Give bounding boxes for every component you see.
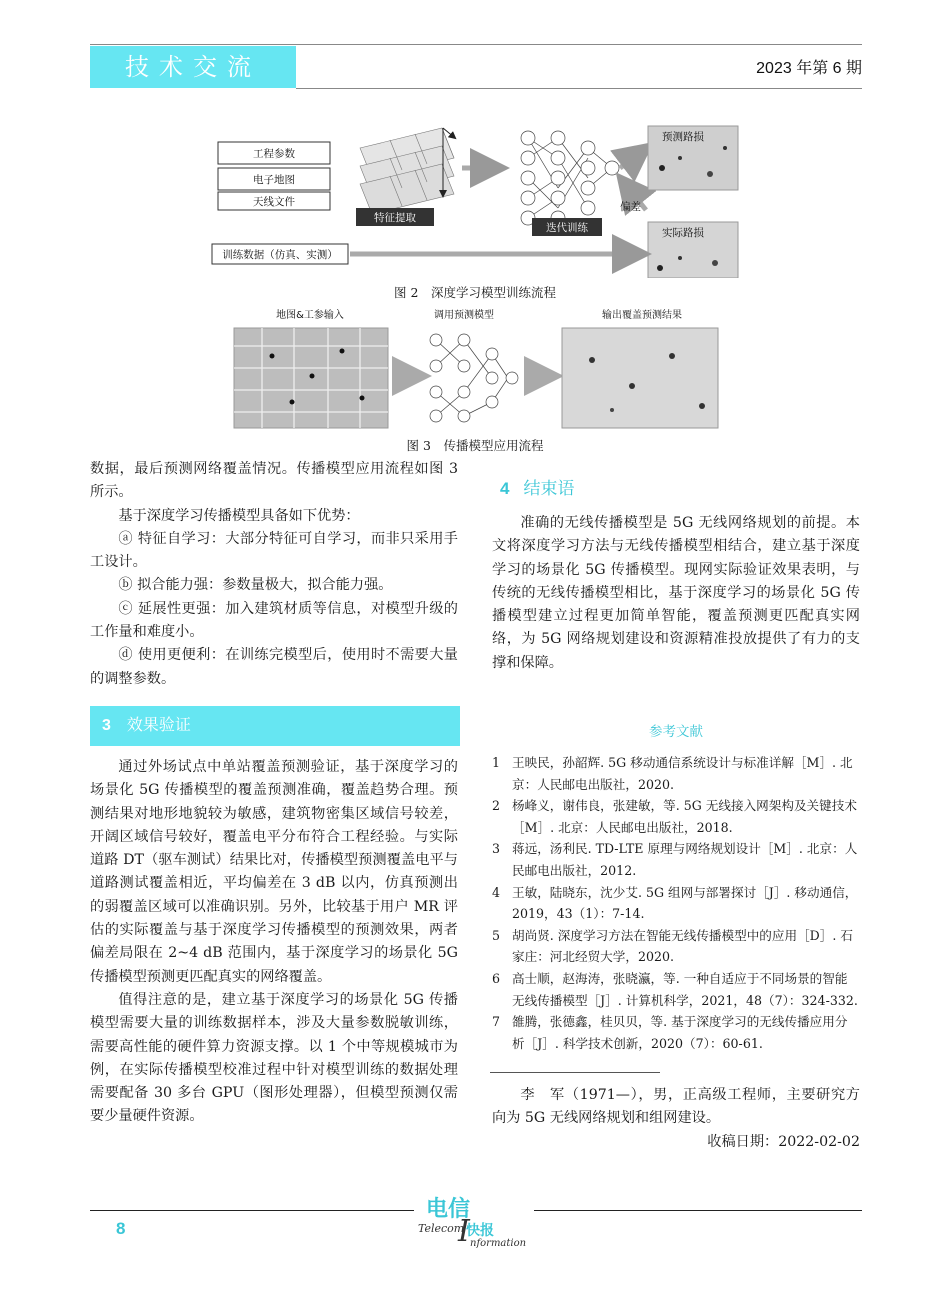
journal-logo bbox=[414, 1192, 534, 1252]
section-4-number: 4 bbox=[500, 479, 510, 498]
bias-label: 偏差 bbox=[620, 201, 641, 213]
section-4-title: 结束语 bbox=[523, 479, 575, 498]
paragraph: 通过外场试点中单站覆盖预测验证，基于深度学习的场景化 5G 传播模型的覆盖预测准确，覆盖趋势合理。预测结果对地形地貌较为敏感，建筑物密集区域信号较差，开阔区域信号较好，覆盖电平分布符合工程经验。与实际道路 DT（驱车测试）结果比对，传播模型预测覆盖电平与道路测试覆盖相近，平均偏差在 3 dB 以内，仿真预测出的弱覆盖区域可以准确识别。另外，比较基于用户 MR 评估的实际覆盖与基于深度学习传播模型的预测效果，两者偏差局限在 2~4 dB 范围内，基于深度学习的场景化 5G 传播模型预测更匹配真实的网络覆盖。 bbox=[90, 759, 458, 985]
reference-item bbox=[492, 882, 860, 925]
logo-en-1: Telecom bbox=[418, 1222, 465, 1235]
predicted-label: 预测路损 bbox=[662, 131, 704, 143]
reference-item bbox=[492, 838, 860, 881]
received-date: 收稿日期：2022-02-02 bbox=[707, 1133, 860, 1150]
reference-number: 7 bbox=[492, 1014, 501, 1030]
reference-text: 蒋远，汤利民. TD-LTE 原理与网络规划设计［M］. 北京：人民邮电出版社，2012. bbox=[512, 841, 858, 878]
list-item: ⓒ 延展性更强：加入建筑材质等信息，对模型升级的工作量和难度小。 bbox=[90, 600, 458, 641]
paragraph: 值得注意的是，建立基于深度学习的场景化 5G 传播模型需要大量的训练数据样本，涉及大量参数脱敏训练，需要高性能的硬件算力资源支撑。以 1 个中等规模城市为例，在实际传播模型校准过程中针对模型训练的数据处理需要配备 30 多台 GPU（图形处理器），但模型预测仅需要少量硬件资源。 bbox=[90, 991, 458, 1125]
stage2-label: 调用预测模型 bbox=[434, 310, 494, 321]
header-section-title: 技术交流 bbox=[125, 53, 261, 81]
header-issue: 2023 年第 6 期 bbox=[756, 60, 862, 77]
stage3-label: 输出覆盖预测结果 bbox=[602, 310, 682, 321]
paragraph: 数据，最后预测网络覆盖情况。传播模型应用流程如图 3 所示。 bbox=[90, 461, 458, 501]
logo-en-2: nformation bbox=[470, 1238, 527, 1249]
reference-number: 5 bbox=[492, 927, 501, 943]
list-item: ⓐ 特征自学习：大部分特征可自学习，而非只采用手工设计。 bbox=[90, 530, 458, 571]
section-3-heading bbox=[90, 706, 460, 746]
reference-number: 3 bbox=[492, 841, 501, 857]
train-data-label: 训练数据（仿真、实测） bbox=[222, 249, 338, 261]
reference-item bbox=[492, 925, 860, 968]
figure-2-caption: 图 2 深度学习模型训练流程 bbox=[394, 285, 556, 300]
predict-network-icon bbox=[430, 334, 518, 422]
reference-text: 高士顺，赵海涛，张晓瀛，等. 一种自适应于不同场景的智能无线传播模型［J］. 计算机科学，2021，48（7）：324-332. bbox=[512, 970, 858, 1008]
right-column-text bbox=[492, 512, 860, 675]
reference-text: 王敏，陆晓东，沈少艾. 5G 组网与部署探讨［J］. 移动通信，2019，43（1）：7-14. bbox=[512, 884, 858, 922]
reference-number: 4 bbox=[492, 884, 501, 900]
header-rule bbox=[90, 44, 862, 45]
list-item: ⓓ 使用更便利：在训练完模型后，使用时不需要大量的调整参数。 bbox=[90, 647, 458, 687]
input-label-1: 电子地图 bbox=[253, 174, 295, 186]
author-bio: 李 军（1971—），男，正高级工程师，主要研究方向为 5G 无线网络规划和组网建设。 bbox=[492, 1087, 860, 1127]
reference-text: 王映民，孙韶辉. 5G 移动通信系统设计与标准详解［M］. 北京：人民邮电出版社，2020. bbox=[512, 755, 853, 792]
logo-i-glyph: I bbox=[458, 1214, 470, 1249]
author-bio-block bbox=[492, 1084, 860, 1154]
paragraph: 准确的无线传播模型是 5G 无线网络规划的前提。本文将深度学习方法与无线传播模型相结合，建立基于深度学习的场景化 5G 传播模型。现网实际验证效果表明，与传统的无线传播模型相比，基于深度学习的场景化 5G 传播模型建立过程更加简单智能，覆盖预测更匹配真实网络，为 5G 网络规划建设和资源精准投放提供了有力的支撑和保障。 bbox=[492, 515, 860, 671]
feature-label: 特征提取 bbox=[374, 212, 416, 224]
reference-text: 雒腾，张德鑫，桂贝贝，等. 基于深度学习的无线传播应用分析［J］. 科学技术创新，2020（7）：60-61. bbox=[512, 1014, 848, 1051]
figure-3-caption: 图 3 传播模型应用流程 bbox=[406, 438, 544, 453]
left-column-top bbox=[90, 458, 458, 691]
stage1-label: 地图&工参输入 bbox=[276, 310, 344, 321]
reference-number: 1 bbox=[492, 755, 501, 770]
reference-text: 杨峰义，谢伟良，张建敏，等. 5G 无线接入网架构及关键技术［M］. 北京：人民邮电出版社，2018. bbox=[512, 798, 857, 835]
paragraph: 基于深度学习传播模型具备如下优势： bbox=[118, 507, 360, 524]
section-4-heading bbox=[500, 474, 574, 499]
section-3-number: 3 bbox=[102, 717, 111, 734]
train-label: 迭代训练 bbox=[546, 222, 588, 234]
reference-number: 2 bbox=[492, 798, 501, 814]
arrow-to-predicted bbox=[620, 148, 646, 168]
input-label-2: 天线文件 bbox=[253, 196, 295, 208]
feature-grid-layers bbox=[360, 128, 454, 214]
list-item: ⓑ 拟合能力强：参数量极大，拟合能力强。 bbox=[118, 577, 393, 594]
logo-cn-1: 电信 bbox=[426, 1197, 471, 1222]
output-map-image bbox=[562, 328, 718, 428]
input-label-0: 工程参数 bbox=[253, 148, 295, 160]
header-rule-bottom bbox=[296, 88, 862, 89]
page-number: 8 bbox=[116, 1219, 126, 1238]
reference-item bbox=[492, 752, 860, 795]
references-list bbox=[492, 752, 860, 1054]
left-column-bottom bbox=[90, 756, 458, 1129]
reference-item bbox=[492, 795, 860, 838]
bio-rule bbox=[490, 1072, 660, 1073]
figure-2-diagram bbox=[210, 118, 740, 278]
reference-item bbox=[492, 968, 860, 1011]
reference-item bbox=[492, 1011, 860, 1054]
figure-3-diagram bbox=[232, 306, 720, 430]
input-map-image bbox=[234, 328, 388, 428]
actual-label: 实际路损 bbox=[662, 227, 704, 239]
reference-number: 6 bbox=[492, 970, 501, 986]
reference-text: 胡尚贤. 深度学习方法在智能无线传播模型中的应用［D］. 石家庄：河北经贸大学，2020. bbox=[512, 927, 853, 965]
training-network-icon bbox=[521, 131, 619, 225]
logo-cn-2: 快报 bbox=[466, 1223, 494, 1239]
section-3-title: 效果验证 bbox=[126, 717, 191, 734]
references-heading: 参考文献 bbox=[649, 724, 703, 740]
